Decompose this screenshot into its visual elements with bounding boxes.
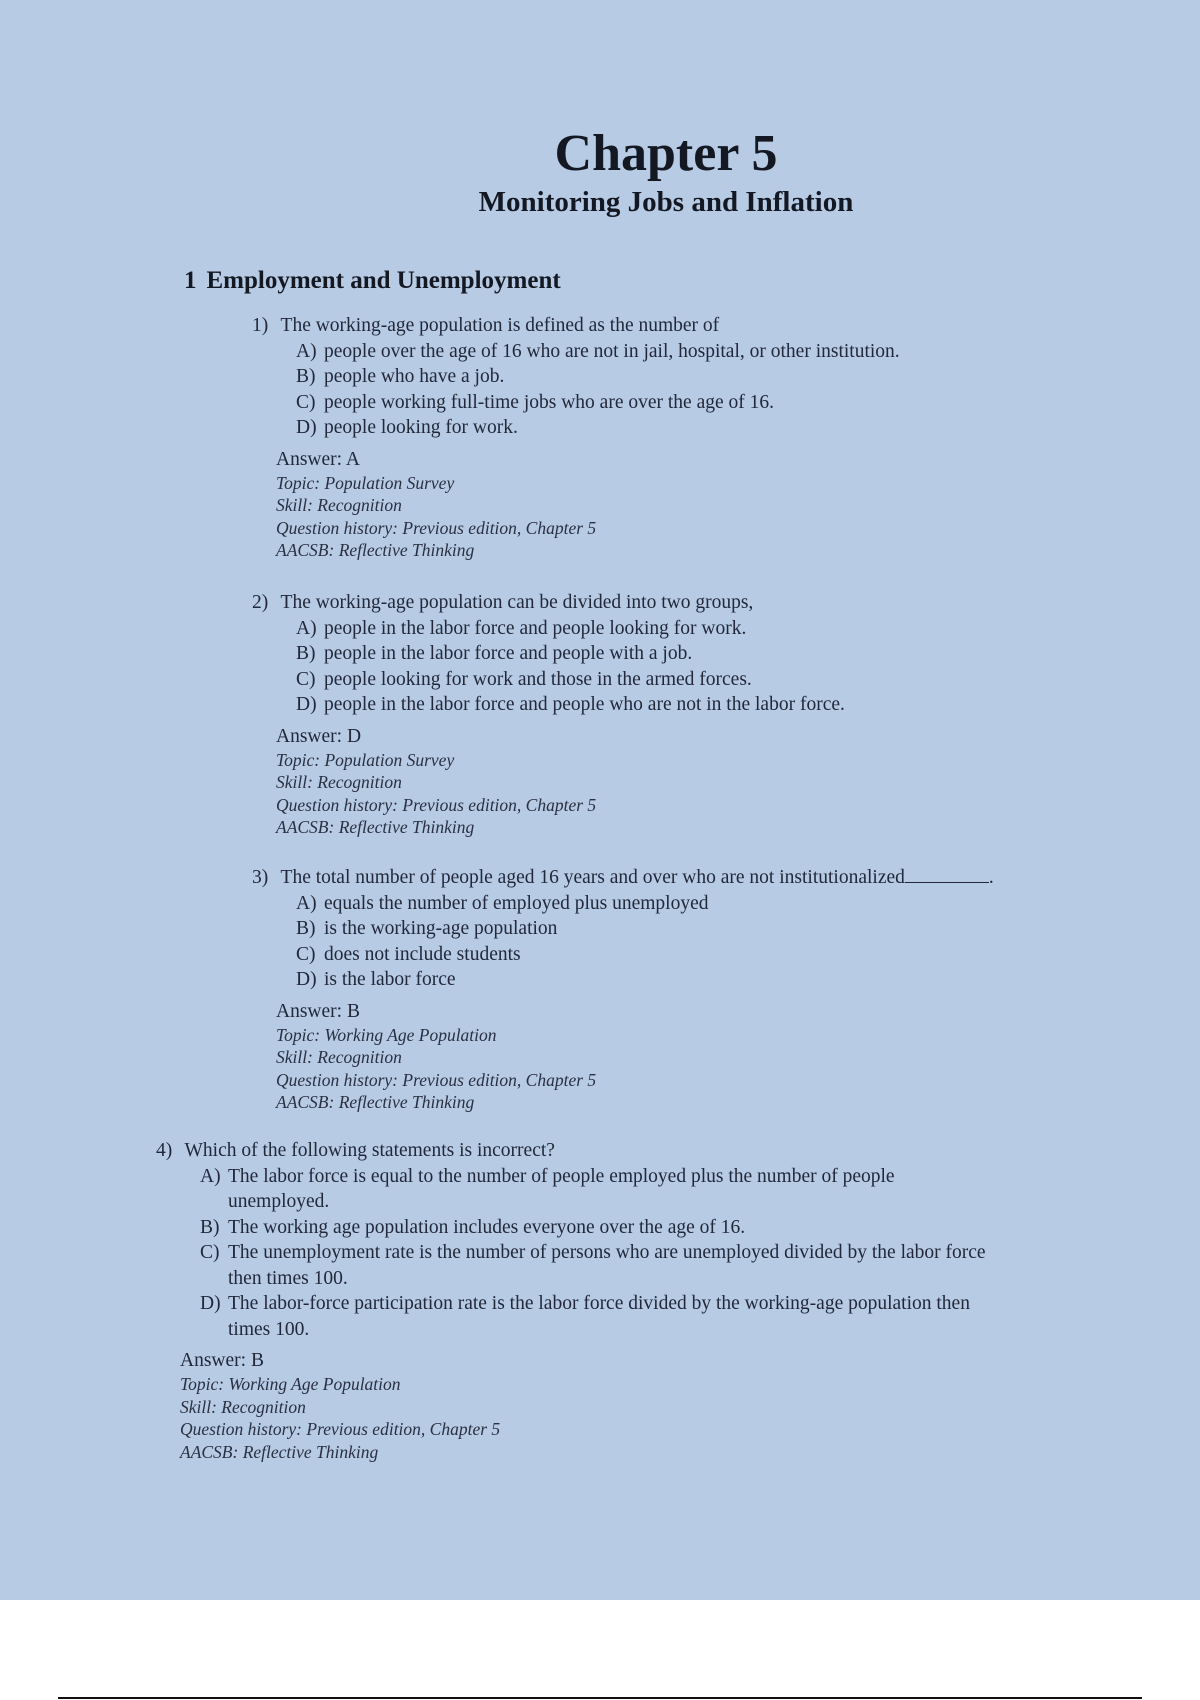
skill-line: Skill: Recognition <box>276 495 402 515</box>
choice-a <box>296 339 992 365</box>
question-text: The working-age population can be divided into two groups, <box>280 592 754 613</box>
history-line: Question history: Previous edition, Chapter 5 <box>276 517 597 538</box>
question-stem <box>252 590 992 616</box>
choice-letter: B) <box>200 1216 220 1238</box>
aacsb-line: AACSB: Reflective Thinking <box>276 1092 475 1112</box>
choice-text: The labor-force participation rate is the labor force divided by the working-age population then times 100. <box>228 1293 970 1340</box>
choice-letter: D) <box>296 417 317 438</box>
answer-line: Answer: D <box>276 725 362 747</box>
choice-c <box>296 942 1072 968</box>
section-heading <box>184 265 561 297</box>
chapter-subtitle: Monitoring Jobs and Inflation <box>478 186 854 218</box>
choice-a <box>200 1164 996 1215</box>
question-text: The working-age population is defined as the number of <box>280 315 720 336</box>
history-line: Question history: Previous edition, Chapter 5 <box>180 1419 501 1439</box>
question-number: 2) <box>252 592 269 613</box>
choice-b <box>200 1215 996 1241</box>
footer-rule <box>58 1697 1142 1699</box>
choice-text: people in the labor force and people who are not in the labor force. <box>324 694 845 715</box>
choice-letter: A) <box>200 1165 221 1187</box>
choice-letter: A) <box>296 617 317 639</box>
topic-line: Topic: Working Age Population <box>276 1024 497 1045</box>
choice-text: equals the number of employed plus unemployed <box>324 892 709 914</box>
choice-text: The labor force is equal to the number of people employed plus the number of people unemployed. <box>228 1165 895 1212</box>
choice-text: people who have a job. <box>324 366 505 387</box>
choice-letter: C) <box>296 943 316 965</box>
choice-a <box>296 891 1072 917</box>
question-stem <box>156 1138 996 1164</box>
choice-c <box>296 390 992 416</box>
choice-letter: C) <box>296 668 316 690</box>
skill-line: Skill: Recognition <box>276 1047 402 1067</box>
choice-b <box>296 641 992 667</box>
topic-line: Topic: Population Survey <box>276 749 455 770</box>
choice-c <box>296 667 992 693</box>
choice-d <box>200 1291 996 1342</box>
choice-text: people looking for work and those in the armed forces. <box>324 668 752 690</box>
choice-letter: C) <box>296 391 316 413</box>
choice-letter: A) <box>296 340 317 362</box>
choice-letter: D) <box>296 694 317 715</box>
choice-d <box>296 967 1072 993</box>
question-4 <box>156 1138 996 1463</box>
choice-letter: B) <box>296 643 316 664</box>
choice-text: people over the age of 16 who are not in jail, hospital, or other institution. <box>324 340 900 362</box>
question-stem <box>252 313 992 339</box>
choice-text: is the working-age population <box>324 918 558 939</box>
choice-text: people in the labor force and people with a job. <box>324 643 693 664</box>
choice-text: people working full-time jobs who are over the age of 16. <box>324 391 774 413</box>
choice-a <box>296 616 992 642</box>
stem-end: . <box>988 867 994 888</box>
question-number: 1) <box>252 315 269 336</box>
aacsb-line: AACSB: Reflective Thinking <box>276 817 475 837</box>
history-line: Question history: Previous edition, Chapter 5 <box>276 794 597 815</box>
aacsb-line: AACSB: Reflective Thinking <box>276 540 475 560</box>
choice-text: The unemployment rate is the number of persons who are unemployed divided by the labor force then times 100. <box>228 1242 986 1289</box>
choice-letter: A) <box>296 892 317 914</box>
choice-text: is the labor force <box>324 969 456 990</box>
aacsb-line: AACSB: Reflective Thinking <box>180 1441 379 1462</box>
choice-text: people in the labor force and people looking for work. <box>324 617 747 639</box>
history-line: Question history: Previous edition, Chapter 5 <box>276 1069 597 1090</box>
chapter-title: Chapter 5 <box>554 125 778 182</box>
question-1 <box>252 313 992 562</box>
question-2 <box>252 590 992 839</box>
section-title: Employment and Unemployment <box>206 267 561 294</box>
skill-line: Skill: Recognition <box>180 1396 306 1417</box>
question-number: 4) <box>156 1140 173 1161</box>
question-text: The total number of people aged 16 years and over who are not institutionalized <box>280 867 905 888</box>
question-stem <box>252 865 1072 891</box>
answer-line: Answer: B <box>180 1350 264 1371</box>
choice-letter: D) <box>296 969 317 990</box>
choice-text: The working age population includes everyone over the age of 16. <box>228 1216 746 1238</box>
choice-letter: D) <box>200 1293 221 1314</box>
topic-line: Topic: Population Survey <box>276 472 455 493</box>
choice-b <box>296 364 992 390</box>
question-number: 3) <box>252 867 269 888</box>
answer-line: Answer: A <box>276 448 360 470</box>
choice-text: people looking for work. <box>324 417 518 438</box>
answer-blank <box>905 866 989 883</box>
choice-d <box>296 415 992 441</box>
choice-text: does not include students <box>324 943 521 965</box>
question-3 <box>252 865 1072 1114</box>
answer-line: Answer: B <box>276 1000 360 1022</box>
choice-letter: B) <box>296 366 316 387</box>
topic-line: Topic: Working Age Population <box>180 1374 401 1394</box>
choice-letter: B) <box>296 918 316 939</box>
choice-d <box>296 692 992 718</box>
question-text: Which of the following statements is incorrect? <box>184 1140 555 1161</box>
choice-letter: C) <box>200 1242 220 1263</box>
section-number: 1 <box>184 267 197 294</box>
choice-b <box>296 916 1072 942</box>
choice-c <box>200 1240 996 1291</box>
skill-line: Skill: Recognition <box>276 772 402 792</box>
